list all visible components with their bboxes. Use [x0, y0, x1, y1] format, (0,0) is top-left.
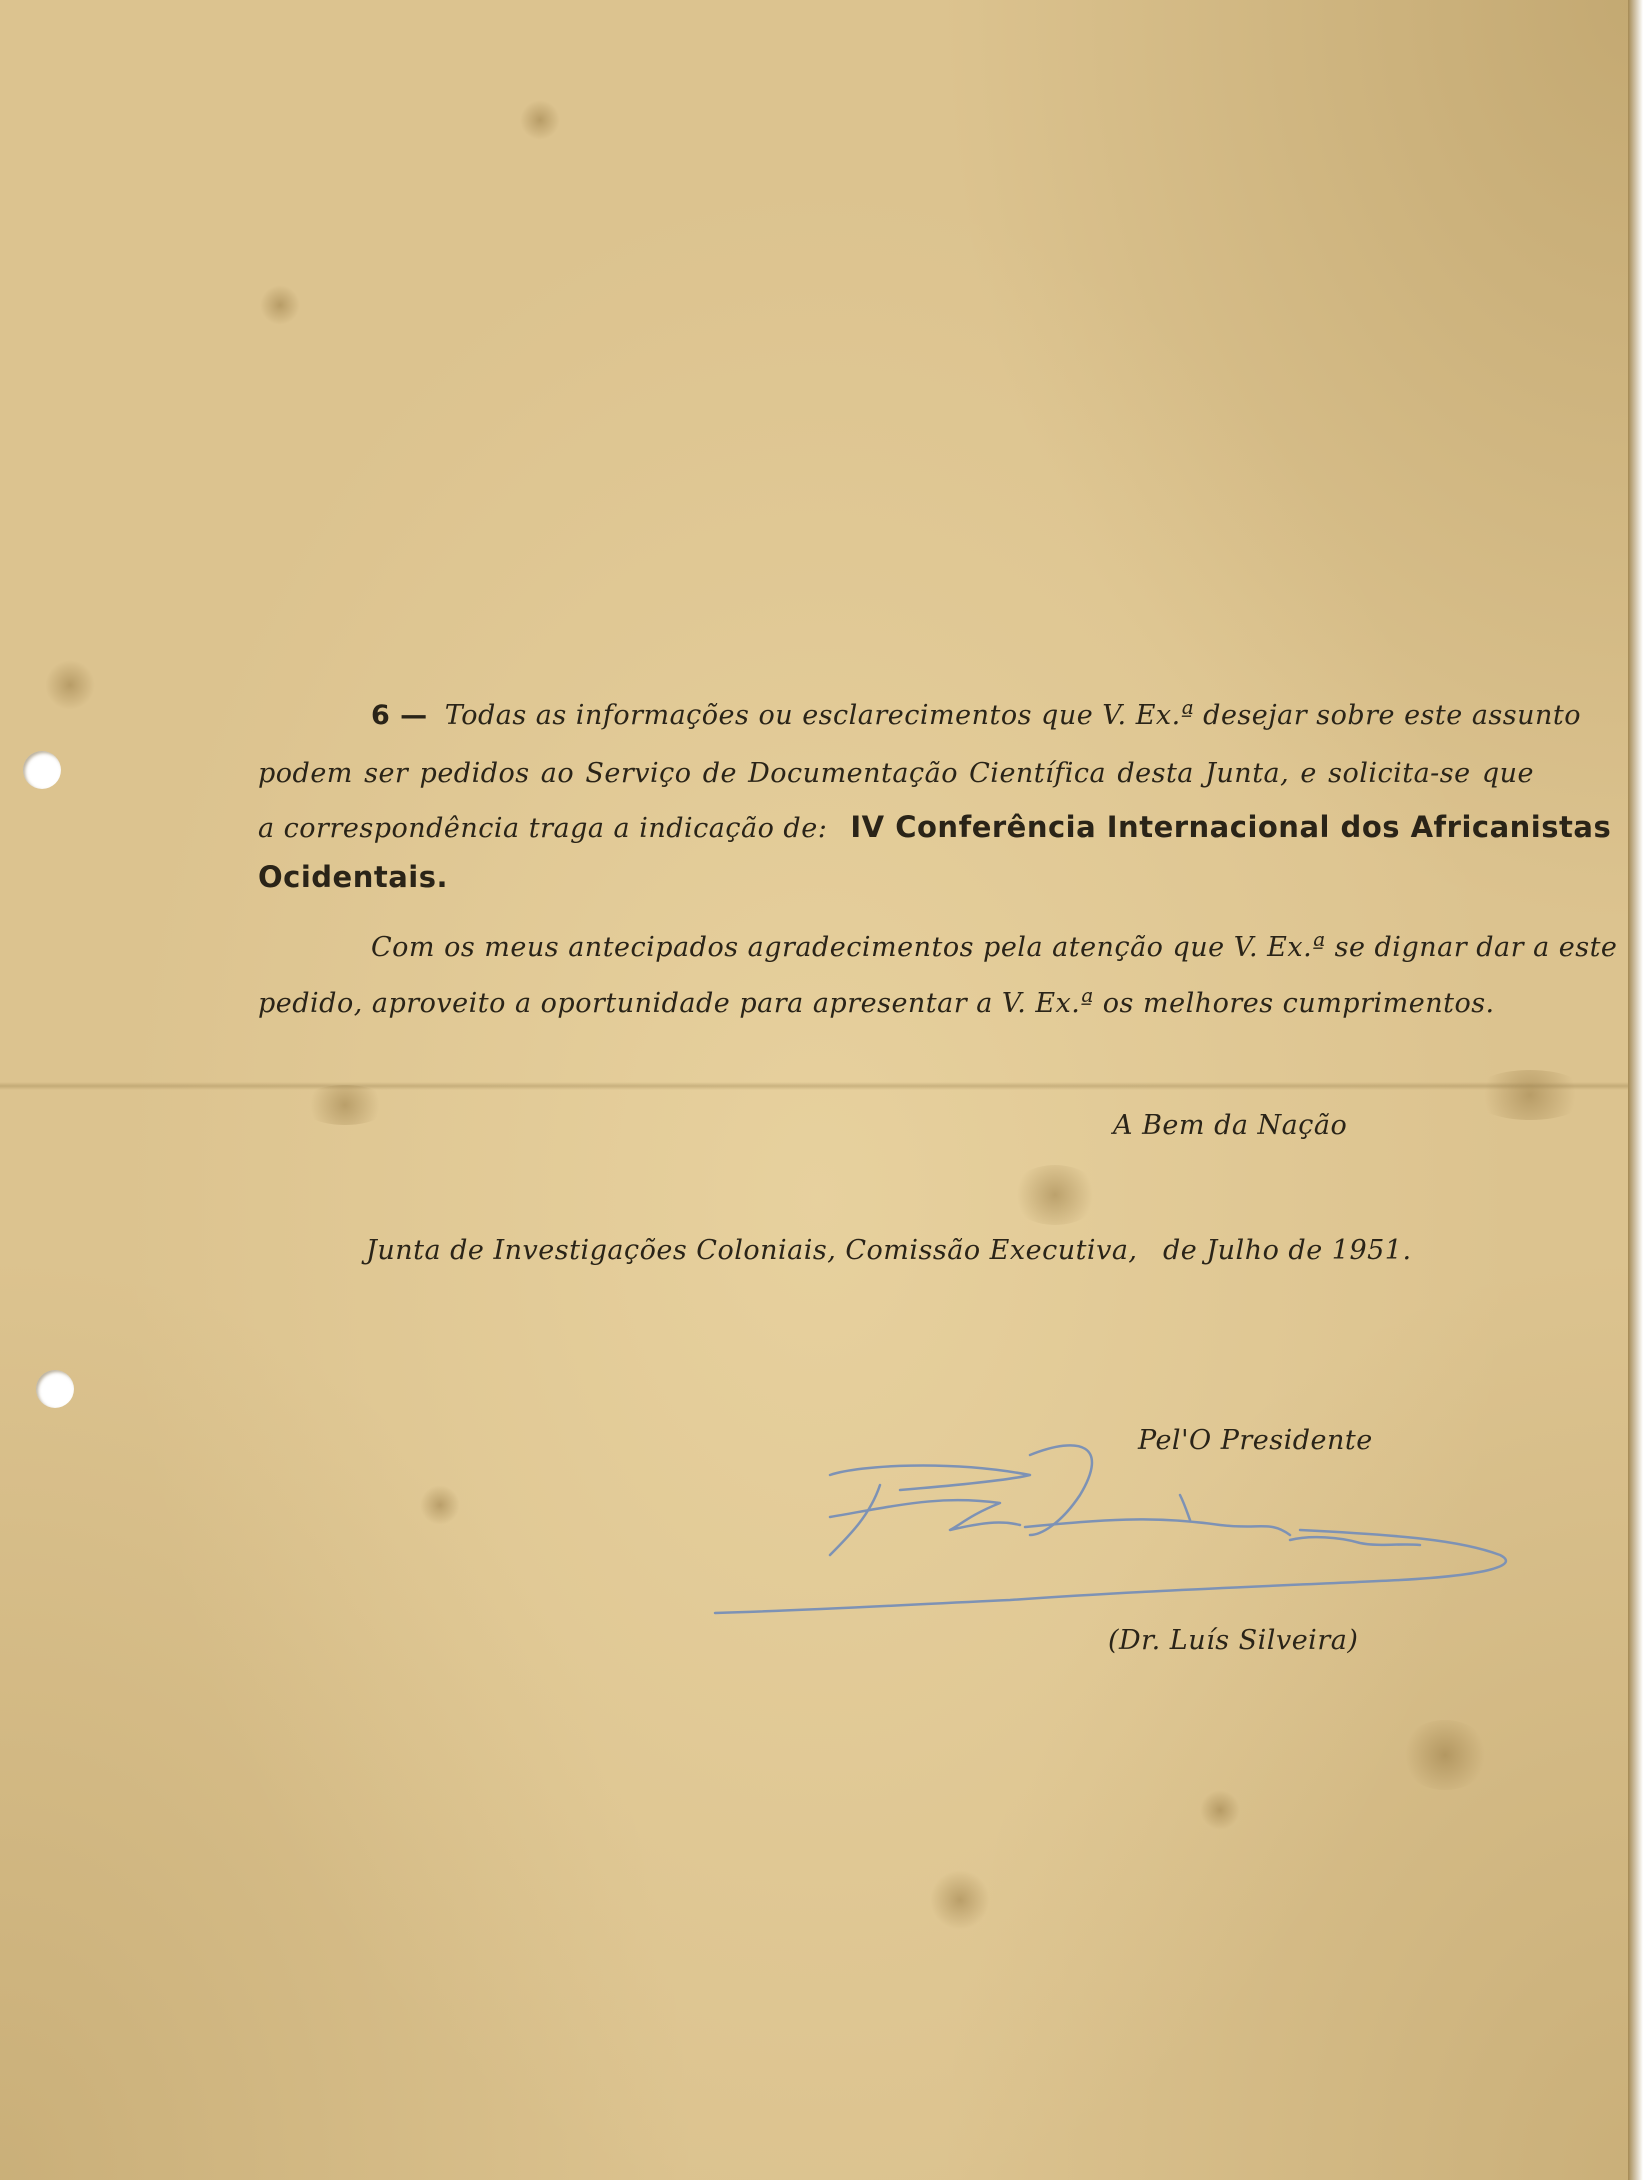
- salutation: A Bem da Nação: [1113, 1110, 1348, 1141]
- paragraph-number: 6 —: [371, 700, 428, 731]
- fold-crease: [0, 1082, 1636, 1090]
- paper-stain: [420, 1485, 460, 1525]
- institution-name: Junta de Investigações Coloniais, Comissão Executiva,: [366, 1235, 1138, 1266]
- paper-stain: [520, 100, 560, 140]
- signatory-name: (Dr. Luís Silveira): [1108, 1625, 1359, 1656]
- letter-date: de Julho de 1951.: [1163, 1235, 1412, 1266]
- conference-name-continued: Ocidentais.: [258, 860, 449, 894]
- paper-stain: [1200, 1790, 1240, 1830]
- paragraph-6-text-1: Todas as informações ou esclarecimentos que V. Ex.ª desejar sobre este assunto: [444, 700, 1582, 731]
- conference-name: IV Conferência Internacional dos Africanistas: [850, 810, 1612, 844]
- paper-stain: [300, 1085, 390, 1125]
- paragraph-6-line-1: [371, 700, 1582, 731]
- punch-hole-upper: [23, 751, 61, 789]
- paper-stain: [930, 1870, 990, 1930]
- paragraph-6-text-3: a correspondência traga a indicação de:: [258, 813, 828, 844]
- paper-stain: [1470, 1070, 1590, 1120]
- signatory-role: Pel'O Presidente: [1138, 1425, 1373, 1456]
- handwritten-signature: [700, 1425, 1550, 1635]
- paper-stain: [260, 285, 300, 325]
- paragraph-6-line-3: [258, 810, 1611, 844]
- paragraph-6-line-2: podem ser pedidos ao Serviço de Documentação Científica desta Junta, e solicita-se que: [258, 758, 1534, 789]
- punch-hole-lower: [36, 1370, 74, 1408]
- closing-line-1: Com os meus antecipados agradecimentos pela atenção que V. Ex.ª se dignar dar a este: [371, 932, 1618, 963]
- page-edge-shadow: [1628, 0, 1643, 2180]
- paper-stain: [1400, 1720, 1490, 1790]
- paper-stain: [45, 660, 95, 710]
- paper-stain: [1010, 1165, 1100, 1225]
- closing-line-2: pedido, aproveito a oportunidade para apresentar a V. Ex.ª os melhores cumprimentos.: [258, 988, 1495, 1019]
